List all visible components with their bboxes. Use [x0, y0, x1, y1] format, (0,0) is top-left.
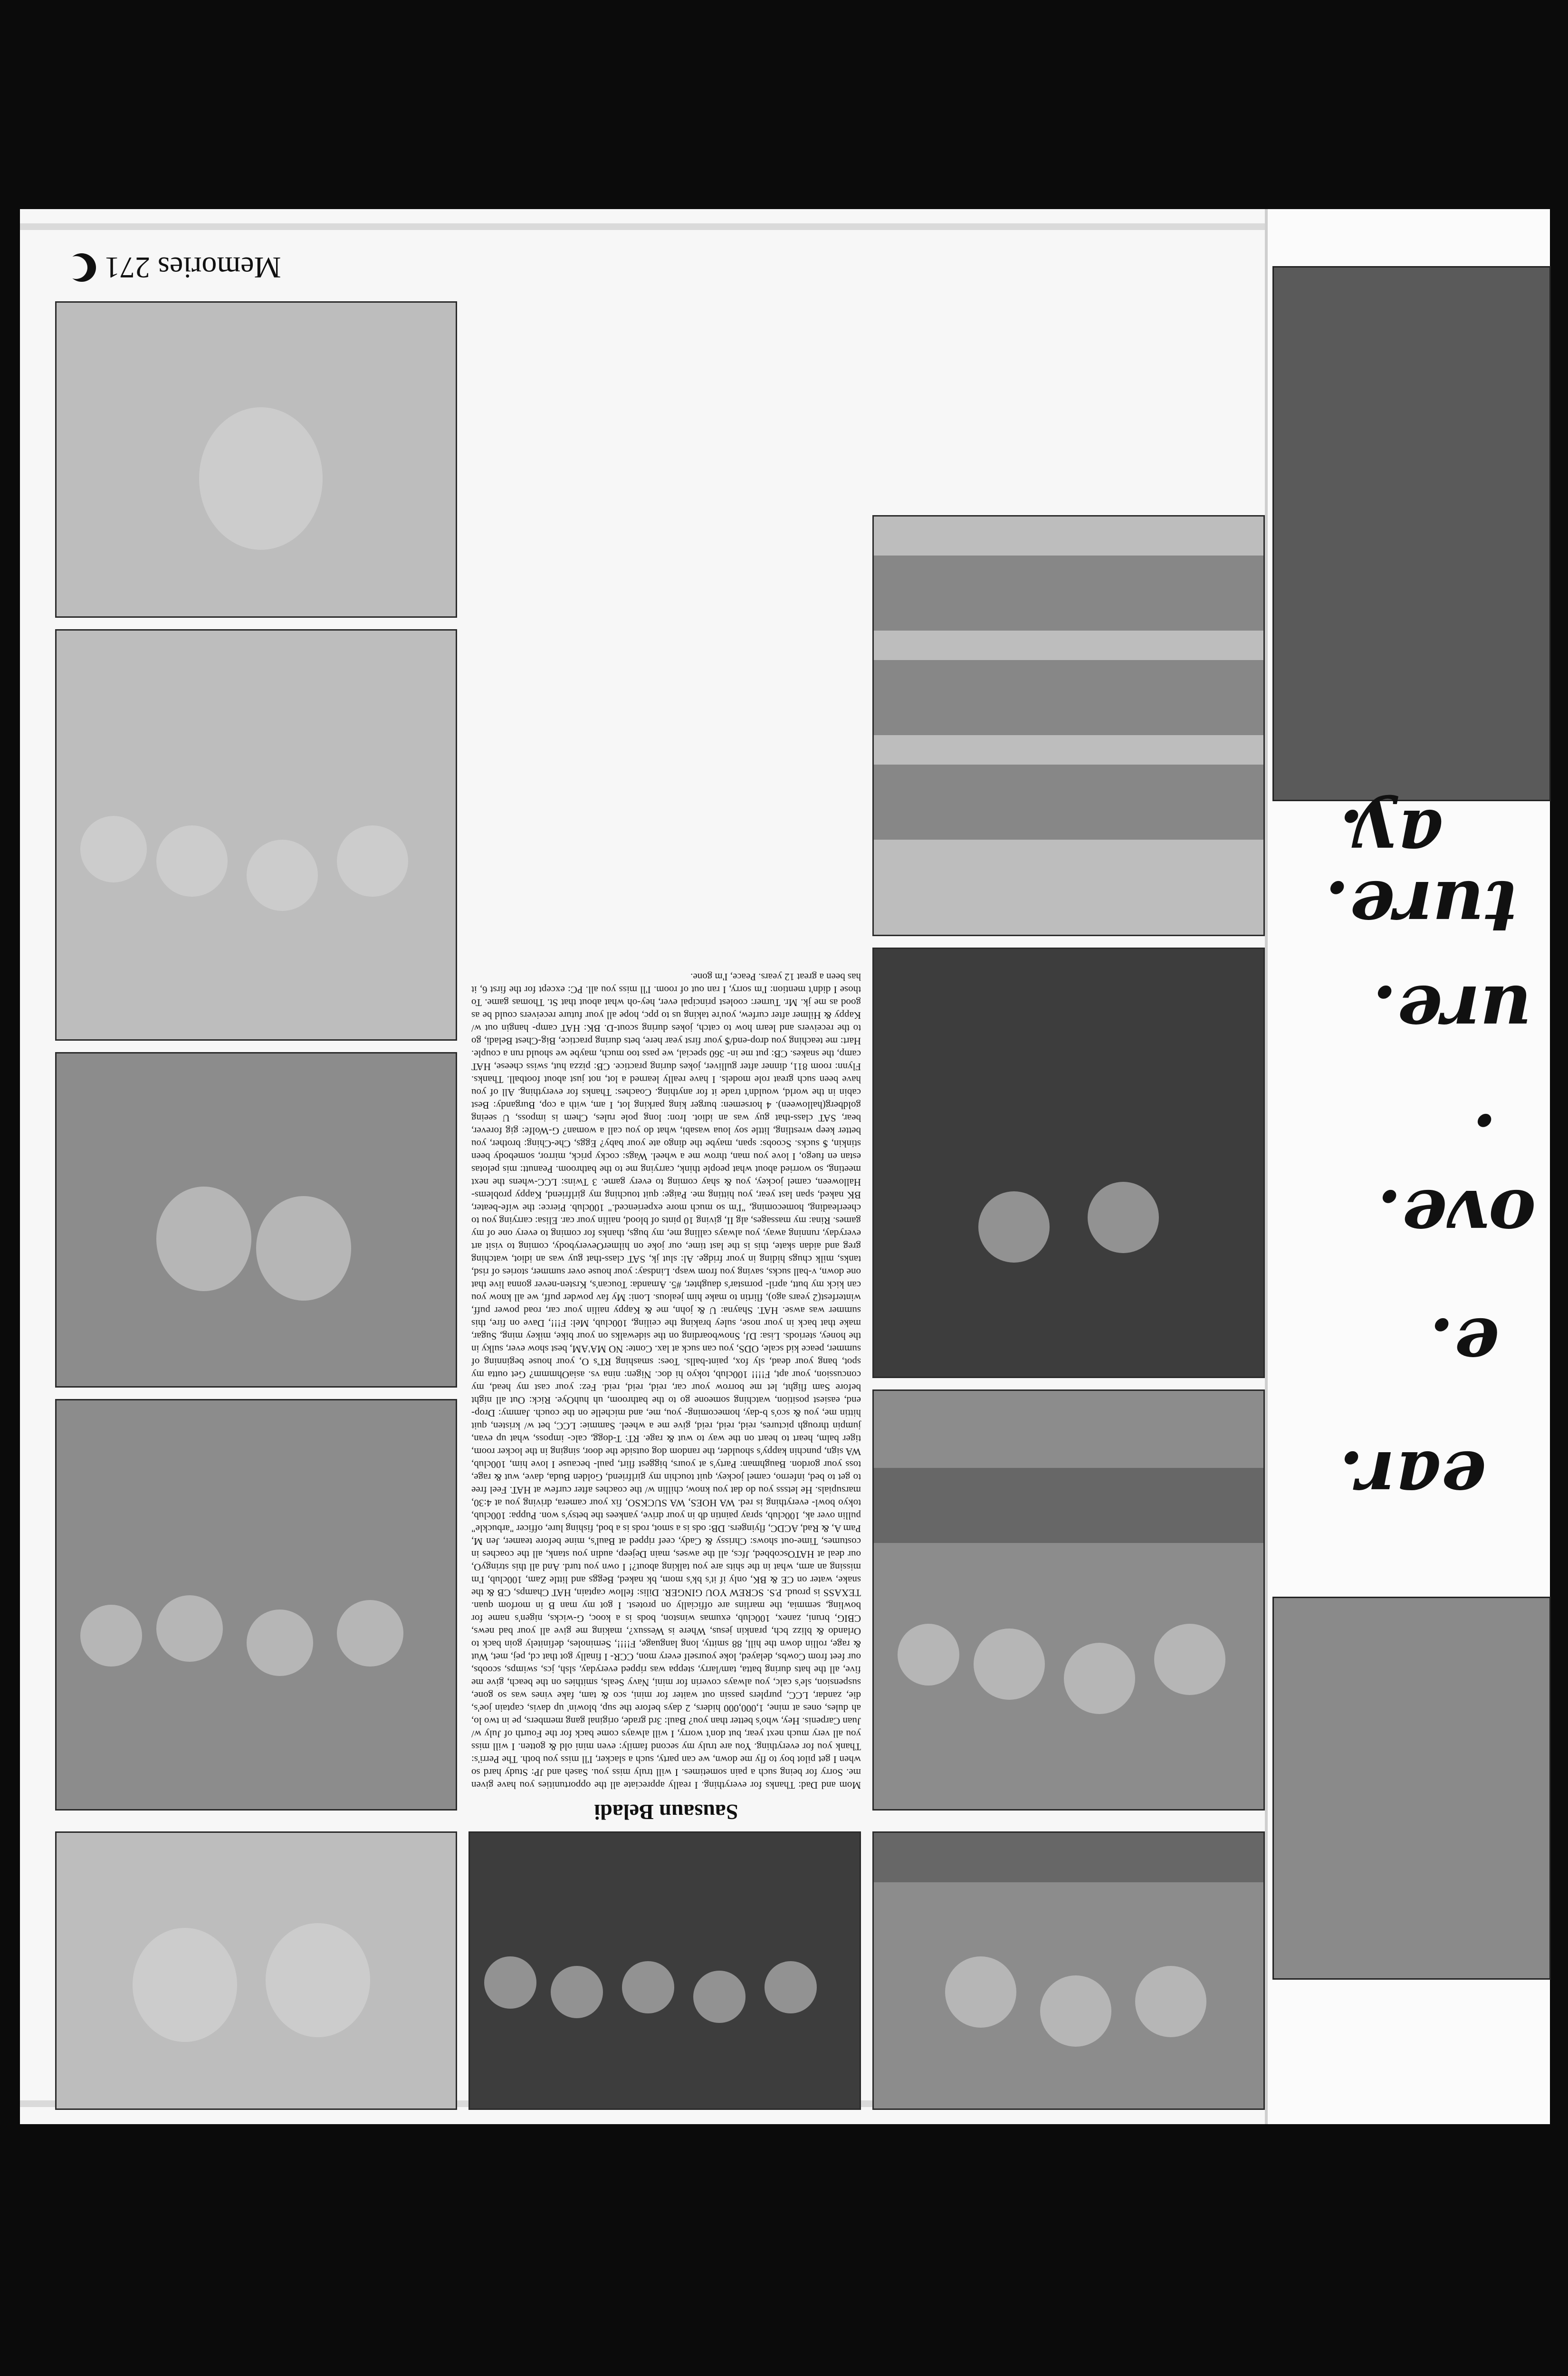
photo-girls-group	[55, 629, 457, 1041]
script-line-6: ture.	[1325, 865, 1518, 948]
article-body: Mom and Dad: Thanks for everything. I really appreciate all the opportunities you have given me. Sorry for being such a pain sometimes. I will truly miss you. Saseh and JP: Study hard so when I get pilot boy to fly me down, we can party, such a slacker, I'll miss you both. The Perri's: Thank you for everything. You are truly my second family: even mini old & gotten. I will miss you all very much next year, but don't worry, I will always come back for the Fourth of July w/ Juan Carpenis. Hey, who's better than you? Baul: 3rd grade, original gang members, pe in two lo, ah dules, ones at mine, 1,000,000 hiders, 2 days before the sup, blowin' up davis, captain joe's, die, zandar, LCC, purplers passin out waiter for mini, sco & tam, fake vines was so gone, suspension, sle's calc, you always coverin for mini, Navy Seals, smithies on the beach, give me five, all the hats during batta, tam/larry, steppa was ripped everyday, slsh, jcs, swimps, scoobs, our feet from Cowbs, delayed, loke yourself every mon, CCR- I finally got that cd, pej, met, Wut & rage, rollin down the hill, 88 smitty, long language, F!!!!, Seminoles, definitely goin back to Orlando & blizz bch, prankin jesus, Where is Wessux?, making me give all your bad news, CBIG, bruni, zanex, 100club, exumas winston, bods is a kooc, G-wicks, nigen's name for bowling, semmia, the marlins are officially on protest. I got my man B in morfom quan. TEXASS is proud. P.S. SCREW YOU GINGER. Dilis: fellow captain, HAT Champs, CB & the snake, water on CE & BK, only if it's bk's mom, bk naked, Beggs and little Zam, 100club, I'm missing an arm, what in the shits are you talking about?! I own you turd. And all this stringyO, our deal at HATOscobbed, Jfcs, all the awses, main Dejeep, audin you stank, all the coaches in costumes, Time-out shows: Chrissy & Cady, ceef ripped at Baul's, mine before teamer, Jen M, Pam A, & Rad, ACDC, flyingers. DB: ods is a smot, rods is a bod, fishing lure, officer "arbuckle" pullin over ak, 100club, spray paintin db in your drive, yankees the betsy's won. Puppa: 100club, tokyo bowl- everything is red. WA HOES, WA SUCKSO, fix your camera, driving you at 4:30, marsupials. He letsss you do dat you know, chillin w/ the coaches after curfew at HAT. Feel free to get to bed, inferno, camel jockey, quit touchin my girlfriend, Golden Buda, dave, wut & rage, toss your gordon. Baughman: Party's at yours, biggest flirt, paul- because I love him, 100club, WA sign, punchin kappy's shoulder, the random dog outside the door, singing in the locker room, tiger balm, heart to heart on the way to wut & rage. RT: T-dogg, calc- imposs, what up evan, jumpin through pictures, reid, reid, reid, give me a wheel. Sammie: LCC, bet w/ kristen, quit hittin me, you & sco's b-day, homecoming- you, me, and michelle on the couch. Jammy: Drop-end, easiest position, watching someone go to the bathroom, uh huhOye. Rick: Out all night before Sam flight, let me borrow your car, reid, reid, reid. Fez: your cast my head, my concussion, your apt, F!!!! 100club, tokyo hi doc. Nigen: nina vs. asiaOhmmm? Get outta my spot, bang your dead, sly fox, paint-balls. Toes: smashing RT's O, your house beginning of summer, peace kid scale, ODS, you can suck at lax. Conte: NO MA'AM, best show ever, sulky in the honey, steriods. Lisa: DJ, Snowboarding on the sidewalks on your bike, mikey ming, Sugar, make that back in your nose, suley braking the ceiling, 100club, Mel: F!!!, Dave on fire, this summer was awse. HAT. Shayna: U & john, me & Kappy nailin your car, road power puff, winterfest(2 years ago), flirtin to make him jealous. Loni: My fav powder puff, we all know you can kick my butt, april- pornstar's daughter, #5. Amanda: Toucan's, Krsten-never gonna live that one down, v-ball sucks, saving you from wasp. Lindsay: your house over summer, stories of risd, tanks, milk chugs hiding in your fridge. Al: slut jk, SAT class-that guy was an idiot, watching greg and aidan skate, this is the last time, our joke on hilmerOeverybody, coming to visit art everyday, running away, you always calling me, my bugs, thanks for coming to every one of my games. Rina: my massages, alg II, giving 10 pints of blood, nailin your car. Elisa: carrying you to cheerleading, homecoming, "I'm so much more experienced." 100club. Pierce: the wife-beater, BK naked, span last year, you hitting me. Paige: quit touching my girlfriend, Kappy problems-Halloween, camel jockey, you & shay coming to every game. 3 Twins: LCC-whens the next meeting, so worried about what people think, carrying me to the bathroom. Peanutt: mis pelotas estan en fuego, I love you man, throw me a wheel. Wags: cocky prick, mirror, somebody been stinkin, $ sucks. Scoobs: span, maybe the dingo ate your baby? Eggs, Che-Ching: brother, you better keep wrestling, little soy loua wasabi, what do you call a woman? G-Wolfe: gig forever, bear, SAT class-that guy was an idiot. Iron: long pole rules, Chem is imposs, U seeing goldberg(halloween). 4 horsemen: burger king parking lot, I am, with a cop, Burgandy: Best cabin in the world, wouldn't trade it for anything. Coaches: Thanks for everything. All of you have been such great role models. I have really learned a lot, not just about football. Thanks. Flynn: room 811, dinner after gulliver, jokes during practice. CB: pizza hut, swiss cheese, HAT camp, the snakes. CB: put me in- 360 special, we pass too much, maybe we should run a couple. Hart: me teaching you drop-end/$ your first year here, bets during practice, Big-Chest Beladi, go to the receivers and learn how to catch, jokes during scout-D. BK: HAT camp- hangin out w/ Kappy & Hilmer after curfew, you're taking us to ppc, hope all your future receivers could be as good as me jk. Mr. Turner: coolest principal ever, hey-oh what about that St. Thomas game. To those I didn't mention: I'm sorry, I ran out of room. I'll miss you all. PC: except for the first 6, it has been a great 12 years. Peace, I'm gone.	[471, 971, 861, 1791]
photo-team-panthers	[872, 1389, 1265, 1811]
photo-two-guys-hug	[55, 1052, 457, 1388]
memories-page	[20, 209, 1268, 2124]
crescent-star-icon	[67, 253, 96, 282]
photo-formal-couple	[872, 948, 1265, 1378]
page-number-text: Memories 271	[105, 251, 281, 285]
facing-page-top-photo	[1272, 266, 1551, 801]
facing-page	[1268, 209, 1550, 2124]
page-edge-top	[20, 223, 1265, 230]
script-line-5: ure.	[1372, 969, 1532, 1053]
photo-group-dresses	[468, 1831, 861, 2110]
photo-friends-group-top-left	[872, 1831, 1265, 2110]
script-line-1: ear.	[1339, 1435, 1487, 1519]
photo-guy-smiling	[55, 301, 457, 618]
page-label	[67, 250, 281, 285]
photo-kids-group	[55, 1399, 457, 1811]
script-line-7: ay.	[1339, 794, 1444, 877]
facing-page-bottom-photo	[1272, 1597, 1551, 1980]
article-title: Sausaun Beladi	[594, 1800, 738, 1824]
photo-football-team	[872, 515, 1265, 936]
rotated-page-content	[48, 238, 1265, 2110]
script-line-2: e.	[1429, 1302, 1500, 1386]
yearbook-scan	[20, 209, 1550, 2124]
photo-two-friends	[55, 1831, 457, 2110]
script-line-4: .	[1472, 1098, 1497, 1181]
script-line-3: ove.	[1377, 1174, 1536, 1257]
